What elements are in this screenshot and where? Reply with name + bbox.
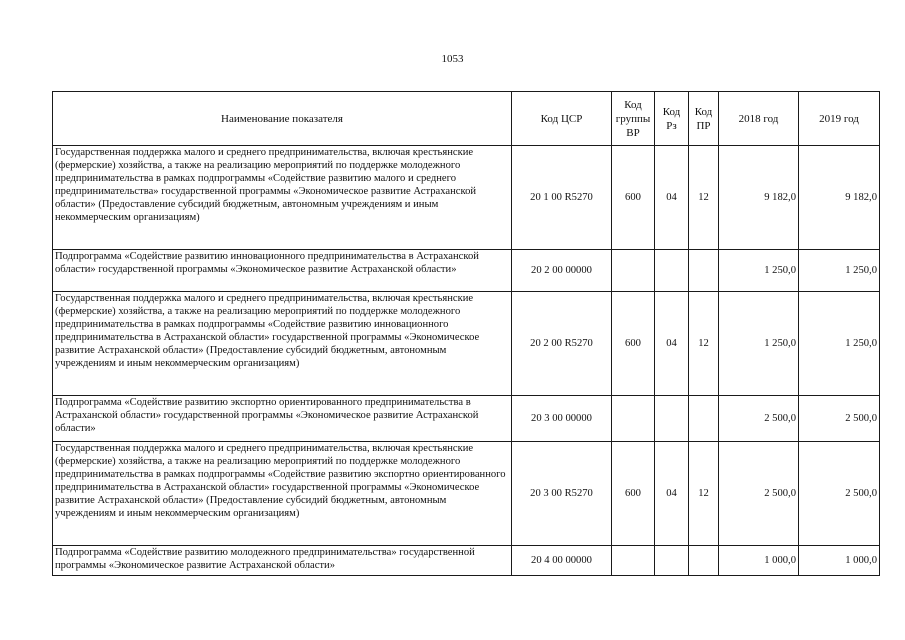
row-csr-code: 20 4 00 00000 [512, 546, 612, 576]
row-csr-code: 20 3 00 R5270 [512, 442, 612, 546]
table-row [53, 292, 880, 396]
table-row [53, 546, 880, 576]
row-name: Государственная поддержка малого и среднего предпринимательства, включая крестьянские (фермерские) хозяйства, а также на реализацию мероприятий по поддержке молодежного предпринимательства в рамках подпрограммы «Содействие развитию малого и среднего предпринимательства» государственной программы «Экономическое развитие Астраханской области» (Предоставление субсидий бюджетным, автономным учреждениям и иным некоммерческим организациям) [53, 146, 512, 250]
table-body [53, 146, 880, 576]
row-pr-code: 12 [689, 146, 719, 250]
row-vr-code [612, 250, 655, 292]
table-row [53, 396, 880, 442]
row-rz-code: 04 [655, 146, 689, 250]
row-amount-2019: 9 182,0 [799, 146, 880, 250]
row-rz-code: 04 [655, 442, 689, 546]
table-header [53, 92, 880, 146]
row-vr-code [612, 546, 655, 576]
row-name: Подпрограмма «Содействие развитию молодежного предпринимательства» государственной программы «Экономическое развитие Астраханской области» [53, 546, 512, 576]
row-pr-code [689, 250, 719, 292]
row-vr-code: 600 [612, 292, 655, 396]
row-csr-code: 20 1 00 R5270 [512, 146, 612, 250]
row-amount-2018: 1 000,0 [719, 546, 799, 576]
row-csr-code: 20 3 00 00000 [512, 396, 612, 442]
row-rz-code [655, 546, 689, 576]
row-name: Государственная поддержка малого и среднего предпринимательства, включая крестьянские (фермерские) хозяйства, а также на реализацию мероприятий по поддержке молодежного предпринимательства в рамках подпрограммы «Содействие развитию инновационного предпринимательства в Астраханской области» государственной программы «Экономическое развитие Астраханской области» (Предоставление субсидий бюджетным, автономным учреждениям и иным некоммерческим организациям) [53, 292, 512, 396]
header-year-2018: 2018 год [719, 92, 799, 146]
row-name: Подпрограмма «Содействие развитию экспортно ориентированного предпринимательства в Астраханской области» государственной программы «Экономическое развитие Астраханской области» [53, 396, 512, 442]
header-csr-code: Код ЦСР [512, 92, 612, 146]
header-row [53, 92, 880, 146]
header-year-2019: 2019 год [799, 92, 880, 146]
row-name: Государственная поддержка малого и среднего предпринимательства, включая крестьянские (фермерские) хозяйства, а также на реализацию мероприятий по поддержке молодежного предпринимательства в рамках подпрограммы «Содействие развитию экспортно ориентированного предпринимательства в Астраханской области» государственной программы «Экономическое развитие Астраханской области» (Предоставление субсидий бюджетным, автономным учреждениям и иным некоммерческим организациям) [53, 442, 512, 546]
row-amount-2019: 1 250,0 [799, 250, 880, 292]
row-pr-code: 12 [689, 292, 719, 396]
row-rz-code [655, 250, 689, 292]
row-csr-code: 20 2 00 00000 [512, 250, 612, 292]
table-row [53, 250, 880, 292]
table-row [53, 442, 880, 546]
table-row [53, 146, 880, 250]
header-name: Наименование показателя [53, 92, 512, 146]
row-rz-code [655, 396, 689, 442]
header-vr-code: Код группы ВР [612, 92, 655, 146]
row-vr-code [612, 396, 655, 442]
page-number: 1053 [441, 53, 464, 65]
row-csr-code: 20 2 00 R5270 [512, 292, 612, 396]
row-amount-2018: 9 182,0 [719, 146, 799, 250]
row-pr-code: 12 [689, 442, 719, 546]
row-amount-2019: 1 250,0 [799, 292, 880, 396]
row-pr-code [689, 546, 719, 576]
row-vr-code: 600 [612, 146, 655, 250]
row-amount-2018: 2 500,0 [719, 442, 799, 546]
row-vr-code: 600 [612, 442, 655, 546]
row-amount-2019: 2 500,0 [799, 396, 880, 442]
row-amount-2018: 2 500,0 [719, 396, 799, 442]
row-amount-2018: 1 250,0 [719, 292, 799, 396]
header-pr-code: Код ПР [689, 92, 719, 146]
budget-table [52, 91, 880, 576]
row-amount-2019: 2 500,0 [799, 442, 880, 546]
row-amount-2018: 1 250,0 [719, 250, 799, 292]
header-rz-code: Код Рз [655, 92, 689, 146]
row-rz-code: 04 [655, 292, 689, 396]
row-name: Подпрограмма «Содействие развитию инновационного предпринимательства в Астраханской области» государственной программы «Экономическое развитие Астраханской области» [53, 250, 512, 292]
row-pr-code [689, 396, 719, 442]
row-amount-2019: 1 000,0 [799, 546, 880, 576]
